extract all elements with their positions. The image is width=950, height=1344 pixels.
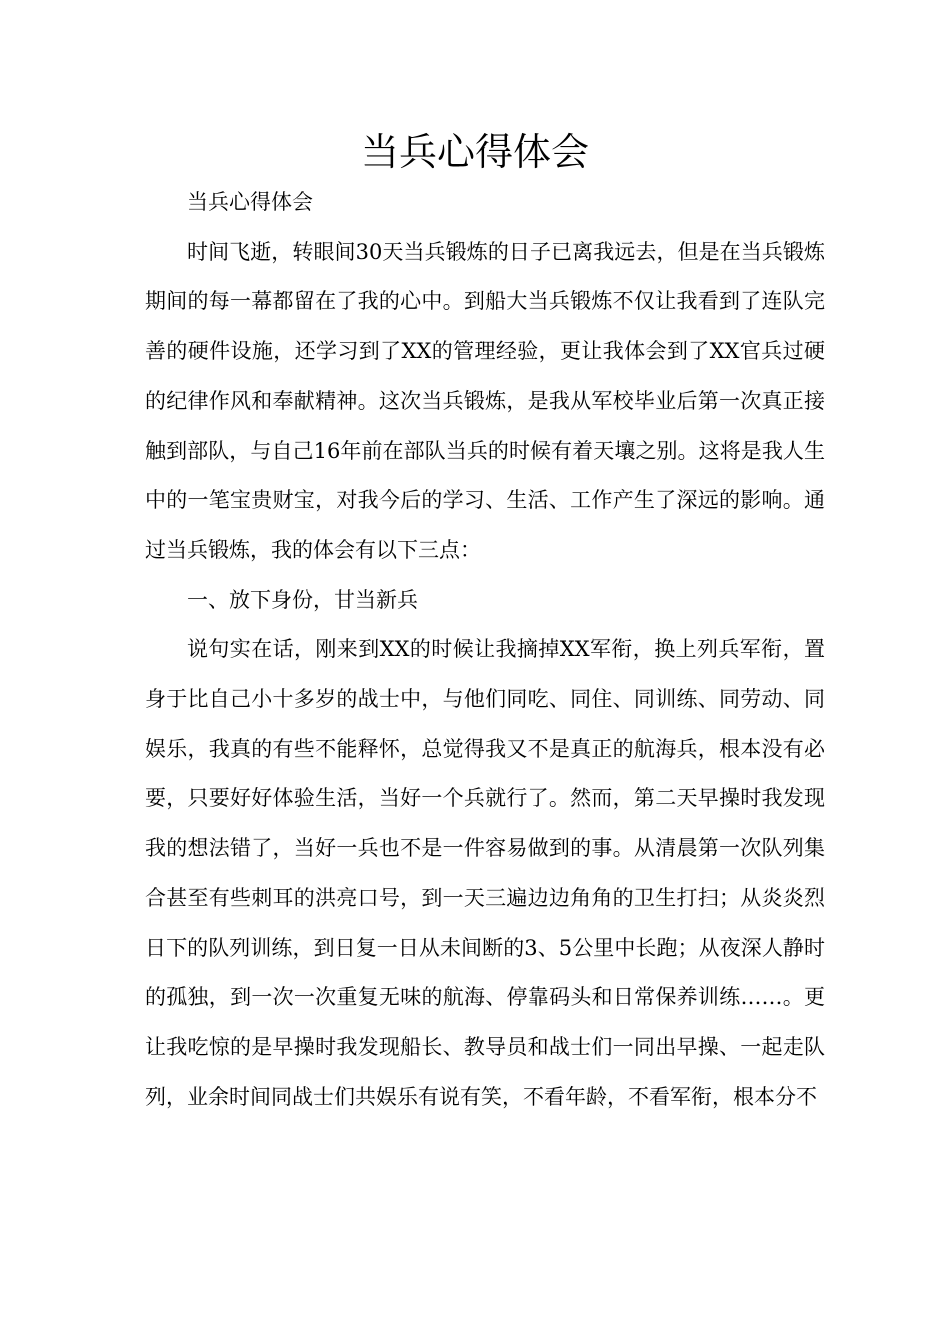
document-body [145, 178, 825, 1122]
intro-paragraph: 时间飞逝，转眼间30天当兵锻炼的日子已离我远去，但是在当兵锻炼期间的每一幕都留在了我的心中。到船大当兵锻炼不仅让我看到了连队完善的硬件设施，还学习到了XX的管理经验，更让我体会到了XX官兵过硬的纪律作风和奉献精神。这次当兵锻炼，是我从军校毕业后第一次真正接触到部队，与自己16年前在部队当兵的时候有着天壤之别。这将是我人生中的一笔宝贵财宝，对我今后的学习、生活、工作产生了深远的影响。通过当兵锻炼，我的体会有以下三点： [145, 239, 825, 562]
section-heading: 一、放下身份，甘当新兵 [187, 587, 418, 612]
document-title: 当兵心得体会 [360, 130, 589, 174]
body-paragraph: 说句实在话，刚来到XX的时候让我摘掉XX军衔，换上列兵军衔，置身于比自己小十多岁的战士中，与他们同吃、同住、同训练、同劳动、同娱乐，我真的有些不能释怀，总觉得我又不是真正的航海兵，根本没有必要，只要好好体验生活，当好一个兵就行了。然而，第二天早操时我发现我的想法错了，当好一兵也不是一件容易做到的事。从清晨第一次队列集合甚至有些刺耳的洪亮口号，到一天三遍边边角角的卫生打扫；从炎炎烈日下的队列训练，到日复一日从未间断的3、5公里中长跑；从夜深人静时的孤独，到一次一次重复无味的航海、停靠码头和日常保养训练……。更让我吃惊的是早操时我发现船长、教导员和战士们一同出早操、一起走队列，业余时间同战士们共娱乐有说有笑，不看年龄，不看军衔，根本分不 [145, 637, 825, 1109]
subtitle-paragraph: 当兵心得体会 [187, 190, 313, 214]
